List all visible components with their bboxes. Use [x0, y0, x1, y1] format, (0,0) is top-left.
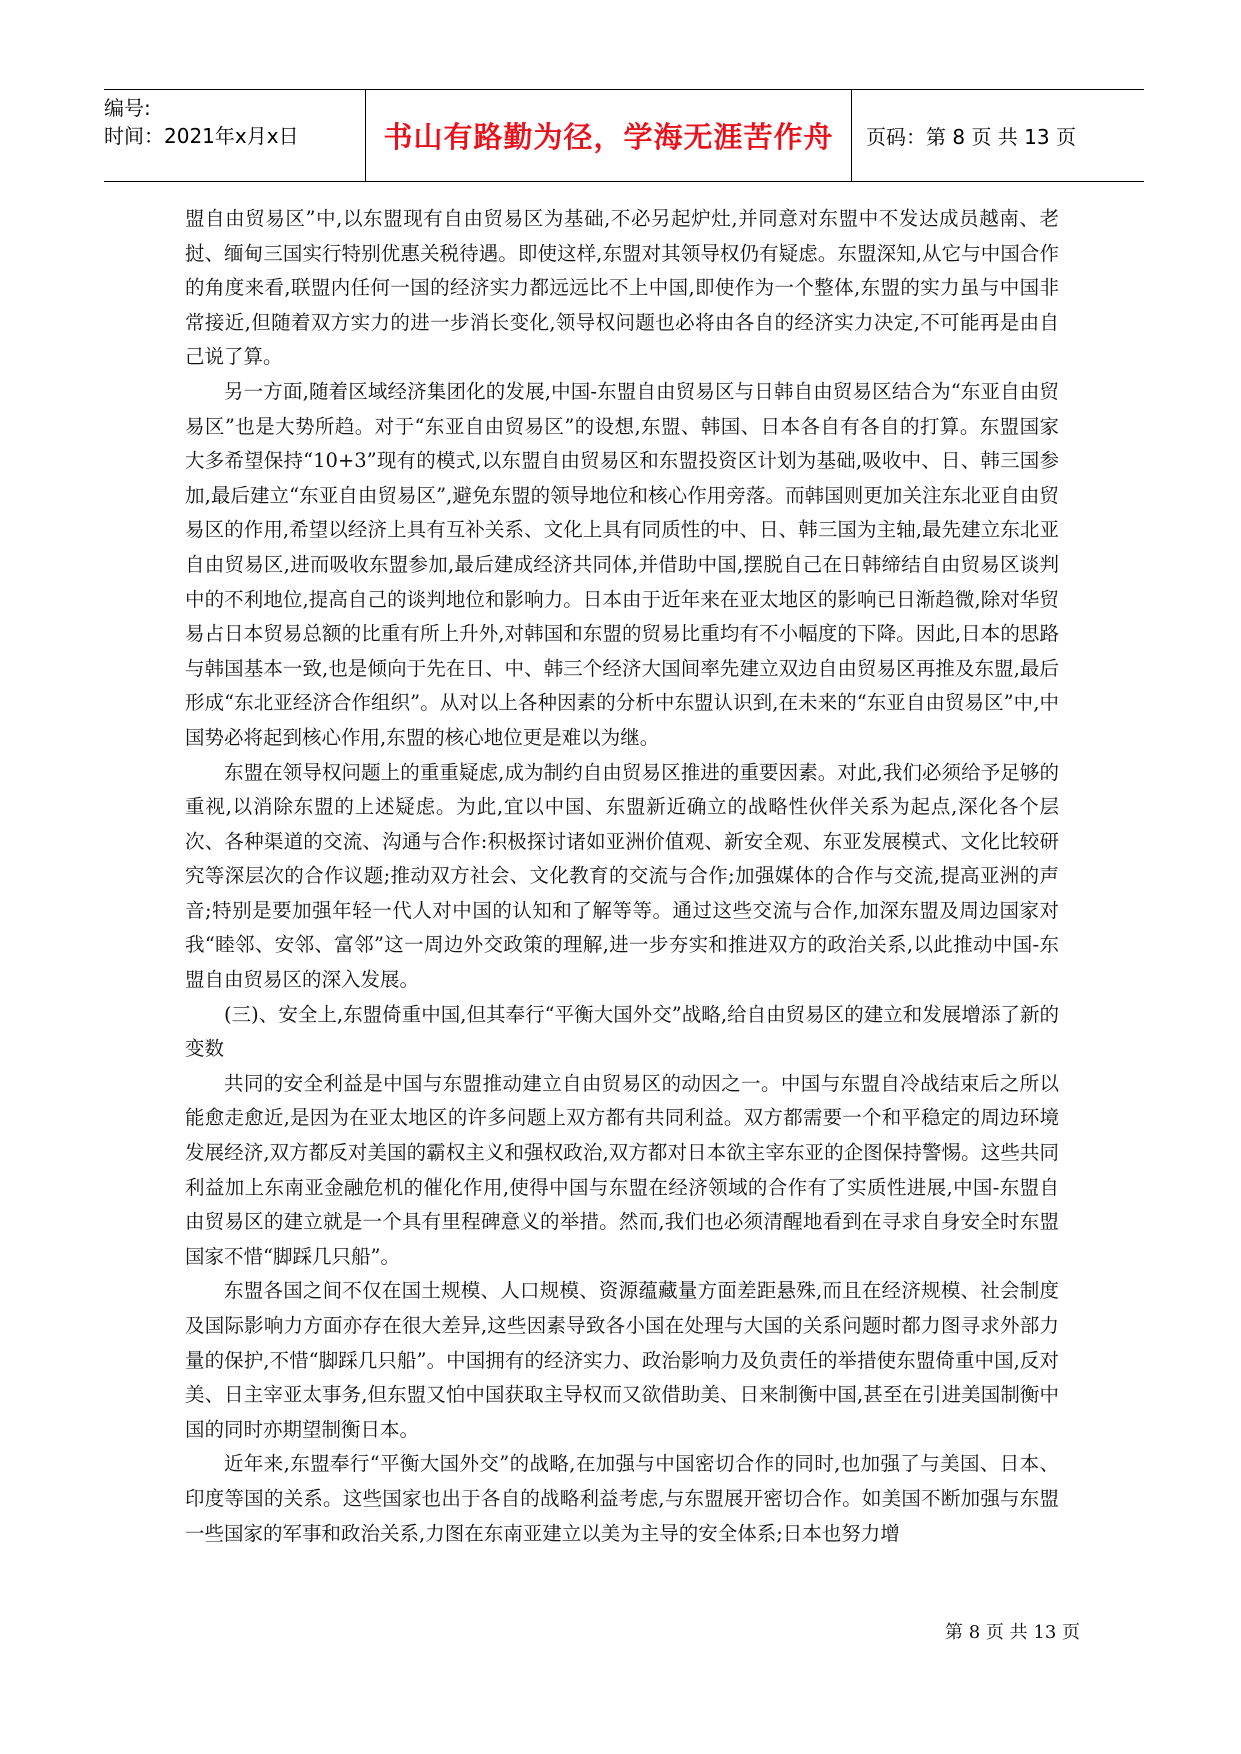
serial-number-label: 编号:	[104, 96, 151, 120]
header-meta	[104, 90, 366, 181]
header-motto: 书山有路勤为径，学海无涯苦作舟	[366, 90, 852, 181]
page-header	[104, 89, 1144, 182]
document-body	[185, 202, 1059, 1551]
page-footer: 第 8 页 共 13 页	[945, 1622, 1080, 1643]
header-page-code: 页码：第 8 页 共 13 页	[866, 125, 1076, 149]
paragraph: 近年来,东盟奉行“平衡大国外交”的战略,在加强与中国密切合作的同时,也加强了与美国、日本、印度等国的关系。这些国家也出于各自的战略利益考虑,与东盟展开密切合作。如美国不断加强与东盟一些国家的军事和政治关系,力图在东南亚建立以美为主导的安全体系;日本也努力增	[185, 1452, 1059, 1545]
paragraph: 盟自由贸易区”中,以东盟现有自由贸易区为基础,不必另起炉灶,并同意对东盟中不发达成员越南、老挝、缅甸三国实行特别优惠关税待遇。即使这样,东盟对其领导权仍有疑虑。东盟深知,从它与中国合作的角度来看,联盟内任何一国的经济实力都远远比不上中国,即使作为一个整体,东盟的实力虽与中国非常接近,但随着双方实力的进一步消长变化,领导权问题也必将由各自的经济实力决定,不可能再是由自己说了算。	[185, 207, 1059, 369]
section-heading: (三)、安全上,东盟倚重中国,但其奉行“平衡大国外交”战略,给自由贸易区的建立和发展增添了新的变数	[185, 1002, 1059, 1061]
time-label: 时间：2021年x月x日	[104, 124, 299, 148]
paragraph: 共同的安全利益是中国与东盟推动建立自由贸易区的动因之一。中国与东盟自冷战结束后之所以能愈走愈近,是因为在亚太地区的许多问题上双方都有共同利益。双方都需要一个和平稳定的周边环境发展经济,双方都反对美国的霸权主义和强权政治,双方都对日本欲主宰东亚的企图保持警惕。这些共同利益加上东南亚金融危机的催化作用,使得中国与东盟在经济领域的合作有了实质性进展,中国-东盟自由贸易区的建立就是一个具有里程碑意义的举措。然而,我们也必须清醒地看到在寻求自身安全时东盟国家不惜“脚踩几只船”。	[185, 1071, 1059, 1268]
paragraph: 东盟各国之间不仅在国土规模、人口规模、资源蕴藏量方面差距悬殊,而且在经济规模、社会制度及国际影响力方面亦存在很大差异,这些因素导致各小国在处理与大国的关系问题时都力图寻求外部力量的保护,不惜“脚踩几只船”。中国拥有的经济实力、政治影响力及负责任的举措使东盟倚重中国,反对美、日主宰亚太事务,但东盟又怕中国获取主导权而又欲借助美、日来制衡中国,甚至在引进美国制衡中国的同时亦期望制衡日本。	[185, 1279, 1059, 1441]
paragraph: 东盟在领导权问题上的重重疑虑,成为制约自由贸易区推进的重要因素。对此,我们必须给予足够的重视,以消除东盟的上述疑虑。为此,宜以中国、东盟新近确立的战略性伙伴关系为起点,深化各个层次、各种渠道的交流、沟通与合作:积极探讨诸如亚洲价值观、新安全观、东亚发展模式、文化比较研究等深层次的合作议题;推动双方社会、文化教育的交流与合作;加强媒体的合作与交流,提高亚洲的声音;特别是要加强年轻一代人对中国的认知和了解等等。通过这些交流与合作,加深东盟及周边国家对我“睦邻、安邻、富邻”这一周边外交政策的理解,进一步夯实和推进双方的政治关系,以此推动中国-东盟自由贸易区的深入发展。	[185, 760, 1059, 992]
paragraph: 另一方面,随着区域经济集团化的发展,中国-东盟自由贸易区与日韩自由贸易区结合为“东亚自由贸易区”也是大势所趋。对于“东亚自由贸易区”的设想,东盟、韩国、日本各自有各自的打算。东盟国家大多希望保持“10+3”现有的模式,以东盟自由贸易区和东盟投资区计划为基础,吸收中、日、韩三国参加,最后建立“东亚自由贸易区”,避免东盟的领导地位和核心作用旁落。而韩国则更加关注东北亚自由贸易区的作用,希望以经济上具有互补关系、文化上具有同质性的中、日、韩三国为主轴,最先建立东北亚自由贸易区,进而吸收东盟参加,最后建成经济共同体,并借助中国,摆脱自己在日韩缔结自由贸易区谈判中的不利地位,提高自己的谈判地位和影响力。日本由于近年来在亚太地区的影响已日渐趋微,除对华贸易占日本贸易总额的比重有所上升外,对韩国和东盟的贸易比重均有不小幅度的下降。因此,日本的思路与韩国基本一致,也是倾向于先在日、中、韩三个经济大国间率先建立双边自由贸易区再推及东盟,最后形成“东北亚经济合作组织”。从对以上各种因素的分析中东盟认识到,在未来的“东亚自由贸易区”中,中国势必将起到核心作用,东盟的核心地位更是难以为继。	[185, 379, 1059, 749]
